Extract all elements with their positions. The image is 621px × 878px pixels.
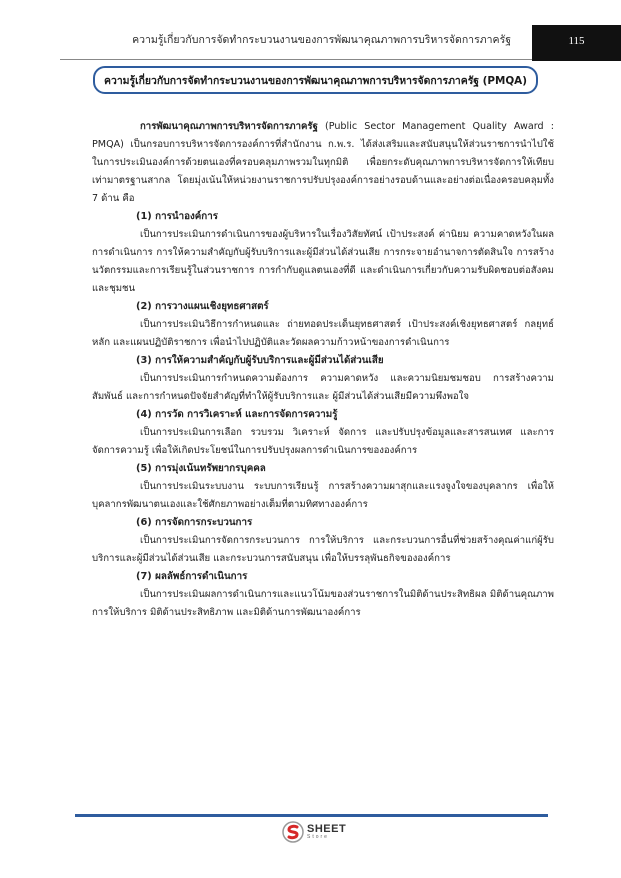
section-paragraph: เป็นการประเมินการกำหนดความต้องการ ความคาดหวัง และความนิยมชมชอบ การสร้างความสัมพันธ์ และการกำหนดปัจจัยสำคัญที่ทำให้ผู้รับบริการและ ผู้มีส่วนได้ส่วนเสียมีความพึงพอใจ (92, 373, 554, 402)
intro-body-text: (Public Sector Management Quality Award : PMQA) เป็นกรอบการบริหารจัดการองค์การที่สำนักงาน ก.พ.ร. ได้ส่งเสริมและสนับสนุนให้ส่วนราชการนำไปใช้ในการประเมินองค์การด้วยตนเองที่ครอบคลุมภาพรวมในทุกมิติ เพื่อยกระดับคุณภาพการบริหารจัดการให้เทียบเท่ามาตรฐานสากล โดยมุ่งเน้นให้หน่วยงานราชการปรับปรุงองค์การอย่างรอบด้านและอย่างต่อเนื่องครอบคลุมทั้ง 7 ด้าน คือ (92, 121, 554, 204)
page-number: 115 (568, 35, 585, 47)
section-paragraph: เป็นการประเมินการเลือก รวบรวม วิเคราะห์ จัดการ และปรับปรุงข้อมูลและสารสนเทศ และการจัดการความรู้ เพื่อให้เกิดประโยชน์ในการปรับปรุงผลการดำเนินการขององค์การ (92, 427, 554, 456)
intro-lead-text: การพัฒนาคุณภาพการบริหารจัดการภาครัฐ (140, 121, 318, 132)
section-paragraph: เป็นการประเมินผลการดำเนินการและแนวโน้มของส่วนราชการในมิติด้านประสิทธิผล มิติด้านคุณภาพการให้บริการ มิติด้านประสิทธิภาพ และมิติด้านการพัฒนาองค์การ (92, 589, 554, 618)
section-title: ความรู้เกี่ยวกับการจัดทำกระบวนงานของการพัฒนาคุณภาพการบริหารจัดการภาครัฐ (PMQA) (104, 74, 527, 87)
section-heading: (2) การวางแผนเชิงยุทธศาสตร์ (136, 301, 269, 312)
page-header (0, 25, 621, 61)
page-number-box (532, 25, 621, 61)
section-paragraph: เป็นการประเมินการจัดการกระบวนการ การให้บริการ และกระบวนการอื่นที่ช่วยสร้างคุณค่าแก่ผู้รับบริการและผู้มีส่วนได้ส่วนเสีย และกระบวนการสนับสนุน เพื่อให้บรรลุพันธกิจขององค์การ (92, 535, 554, 564)
section-paragraph: เป็นการประเมินวิธีการกำหนดและ ถ่ายทอดประเด็นยุทธศาสตร์ เป้าประสงค์เชิงยุทธศาสตร์ กลยุทธ์หลัก และแผนปฏิบัติราชการ เพื่อนำไปปฏิบัติและวัดผลความก้าวหน้าของการดำเนินการ (92, 319, 554, 348)
section-heading: (7) ผลลัพธ์การดำเนินการ (136, 571, 248, 582)
logo-text: SHEET (307, 823, 347, 835)
section-paragraph: เป็นการประเมินระบบงาน ระบบการเรียนรู้ การสร้างความผาสุกและแรงจูงใจของบุคลากร เพื่อให้บุคลากรพัฒนาตนเองและใช้ศักยภาพอย่างเต็มที่ตามทิศทางองค์การ (92, 481, 554, 510)
running-header-title: ความรู้เกี่ยวกับการจัดทำกระบวนงานของการพัฒนาคุณภาพการบริหารจัดการภาครัฐ (132, 34, 511, 46)
section-heading: (4) การวัด การวิเคราะห์ และการจัดการความรู้ (136, 409, 338, 420)
section-title-box (93, 66, 538, 94)
section-paragraph: เป็นการประเมินการดำเนินการของผู้บริหารในเรื่องวิสัยทัศน์ เป้าประสงค์ ค่านิยม ความคาดหวังในผลการดำเนินการ การให้ความสำคัญกับผู้รับบริการและผู้มีส่วนได้ส่วนเสีย การกระจายอำนาจการตัดสินใจ การสร้างนวัตกรรมและการเรียนรู้ในส่วนราชการ การกำกับดูแลตนเองที่ดี และดำเนินการเกี่ยวกับความรับผิดชอบต่อสังคมและชุมชน (92, 229, 554, 294)
footer-divider (75, 814, 548, 817)
section-heading: (1) การนำองค์การ (136, 211, 218, 222)
section-heading: (3) การให้ความสำคัญกับผู้รับบริการและผู้มีส่วนได้ส่วนเสีย (136, 355, 384, 366)
header-divider (60, 59, 532, 60)
sheet-store-logo (282, 821, 346, 843)
sheet-store-logo-icon (282, 821, 304, 843)
document-body (92, 118, 554, 622)
logo-wordmark (307, 824, 346, 840)
intro-paragraph (92, 118, 554, 208)
logo-subtext: Store (307, 834, 329, 840)
section-heading: (5) การมุ่งเน้นทรัพยากรบุคคล (136, 463, 266, 474)
section-heading: (6) การจัดการกระบวนการ (136, 517, 253, 528)
